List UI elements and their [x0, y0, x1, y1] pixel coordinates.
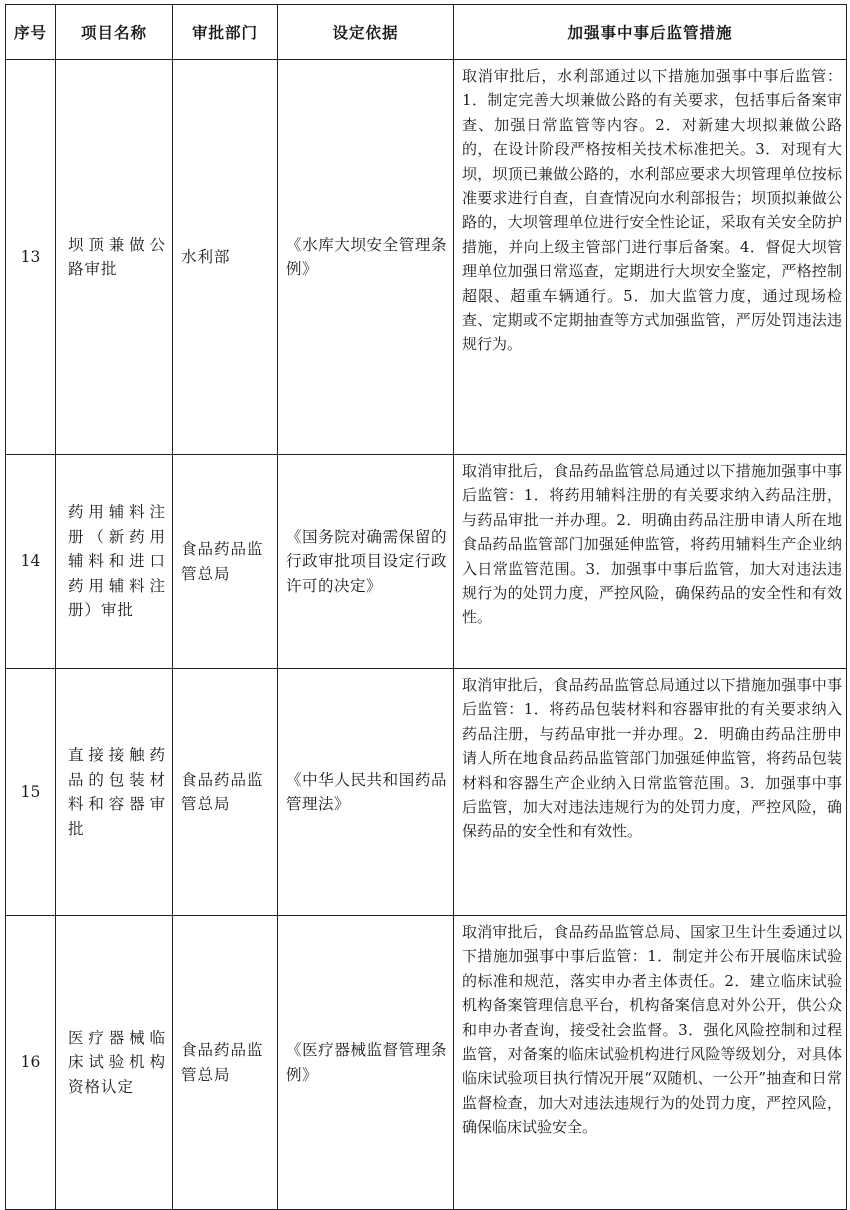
supervision-measures: 取消审批后，水利部通过以下措施加强事中事后监管：1．制定完善大坝兼做公路的有关要求，包括事后备案审查、加强日常监管等内容。2．对新建大坝拟兼做公路的，在设计阶段严格按相关技术标准把关。3．对现有大坝，坝顶已兼做公路的，水利部应要求大坝管理单位按标准要求进行自查，自查情况向水利部报告；坝顶拟兼做公路的，大坝管理单位进行安全性论证，采取有关安全防护措施，并向上级主管部门进行事后备案。4．督促大坝管理单位加强日常巡查，定期进行大坝安全鉴定，严格控制超限、超重车辆通行。5．加大监管力度，通过现场检查、定期或不定期抽查等方式加强监管，严厉处罚违法违规行为。: [454, 60, 847, 455]
table-header-row: [6, 5, 847, 60]
header-serial-number: 序号: [6, 5, 56, 60]
table-row: [6, 916, 847, 1210]
header-supervision-measures: 加强事中事后监管措施: [454, 5, 847, 60]
supervision-measures: 取消审批后，食品药品监管总局通过以下措施加强事中事后监管：1．将药用辅料注册的有关要求纳入药品注册，与药品审批一并办理。2．明确由药品注册申请人所在地食品药品监管部门加强延伸监管，将药用辅料生产企业纳入日常监管范围。3．加强事中事后监管，加大对违法违规行为的处罚力度，严控风险，确保药品的安全性和有效性。: [454, 455, 847, 669]
legal-basis: 《中华人民共和国药品管理法》: [278, 669, 454, 916]
row-number: 13: [6, 60, 56, 455]
supervision-measures: 取消审批后，食品药品监管总局通过以下措施加强事中事后监管：1．将药品包装材料和容器审批的有关要求纳入药品注册，与药品审批一并办理。2．明确由药品注册申请人所在地食品药品监管部门加强延伸监管，将药品包装材料和容器生产企业纳入日常监管范围。3．加强事中事后监管，加大对违法违规行为的处罚力度，严控风险，确保药品的安全性和有效性。: [454, 669, 847, 916]
header-item-name: 项目名称: [56, 5, 173, 60]
legal-basis: 《医疗器械监督管理条例》: [278, 916, 454, 1210]
item-name: 直接接触药品的包装材料和容器审批: [56, 669, 173, 916]
table-row: [6, 669, 847, 916]
approval-department: 食品药品监管总局: [173, 916, 278, 1210]
supervision-measures: 取消审批后，食品药品监管总局、国家卫生计生委通过以下措施加强事中事后监管：1．制定并公布开展临床试验的标准和规范，落实申办者主体责任。2．建立临床试验机构备案管理信息平台，机构备案信息对外公开，供公众和申办者查询，接受社会监督。3．强化风险控制和过程监管，对备案的临床试验机构进行风险等级划分，对具体临床试验项目执行情况开展“双随机、一公开”抽查和日常监督检查，加大对违法违规行为的处罚力度，严控风险，确保临床试验安全。: [454, 916, 847, 1210]
item-name: 医疗器械临床试验机构资格认定: [56, 916, 173, 1210]
approval-table: [5, 4, 847, 1210]
header-approval-department: 审批部门: [173, 5, 278, 60]
approval-department: 水利部: [173, 60, 278, 455]
header-legal-basis: 设定依据: [278, 5, 454, 60]
row-number: 15: [6, 669, 56, 916]
document-page: [5, 4, 846, 1202]
item-name: 坝顶兼做公路审批: [56, 60, 173, 455]
item-name: 药用辅料注册（新药用辅料和进口药用辅料注册）审批: [56, 455, 173, 669]
approval-department: 食品药品监管总局: [173, 669, 278, 916]
table-row: [6, 60, 847, 455]
row-number: 16: [6, 916, 56, 1210]
legal-basis: 《水库大坝安全管理条例》: [278, 60, 454, 455]
row-number: 14: [6, 455, 56, 669]
approval-department: 食品药品监管总局: [173, 455, 278, 669]
table-row: [6, 455, 847, 669]
legal-basis: 《国务院对确需保留的行政审批项目设定行政许可的决定》: [278, 455, 454, 669]
